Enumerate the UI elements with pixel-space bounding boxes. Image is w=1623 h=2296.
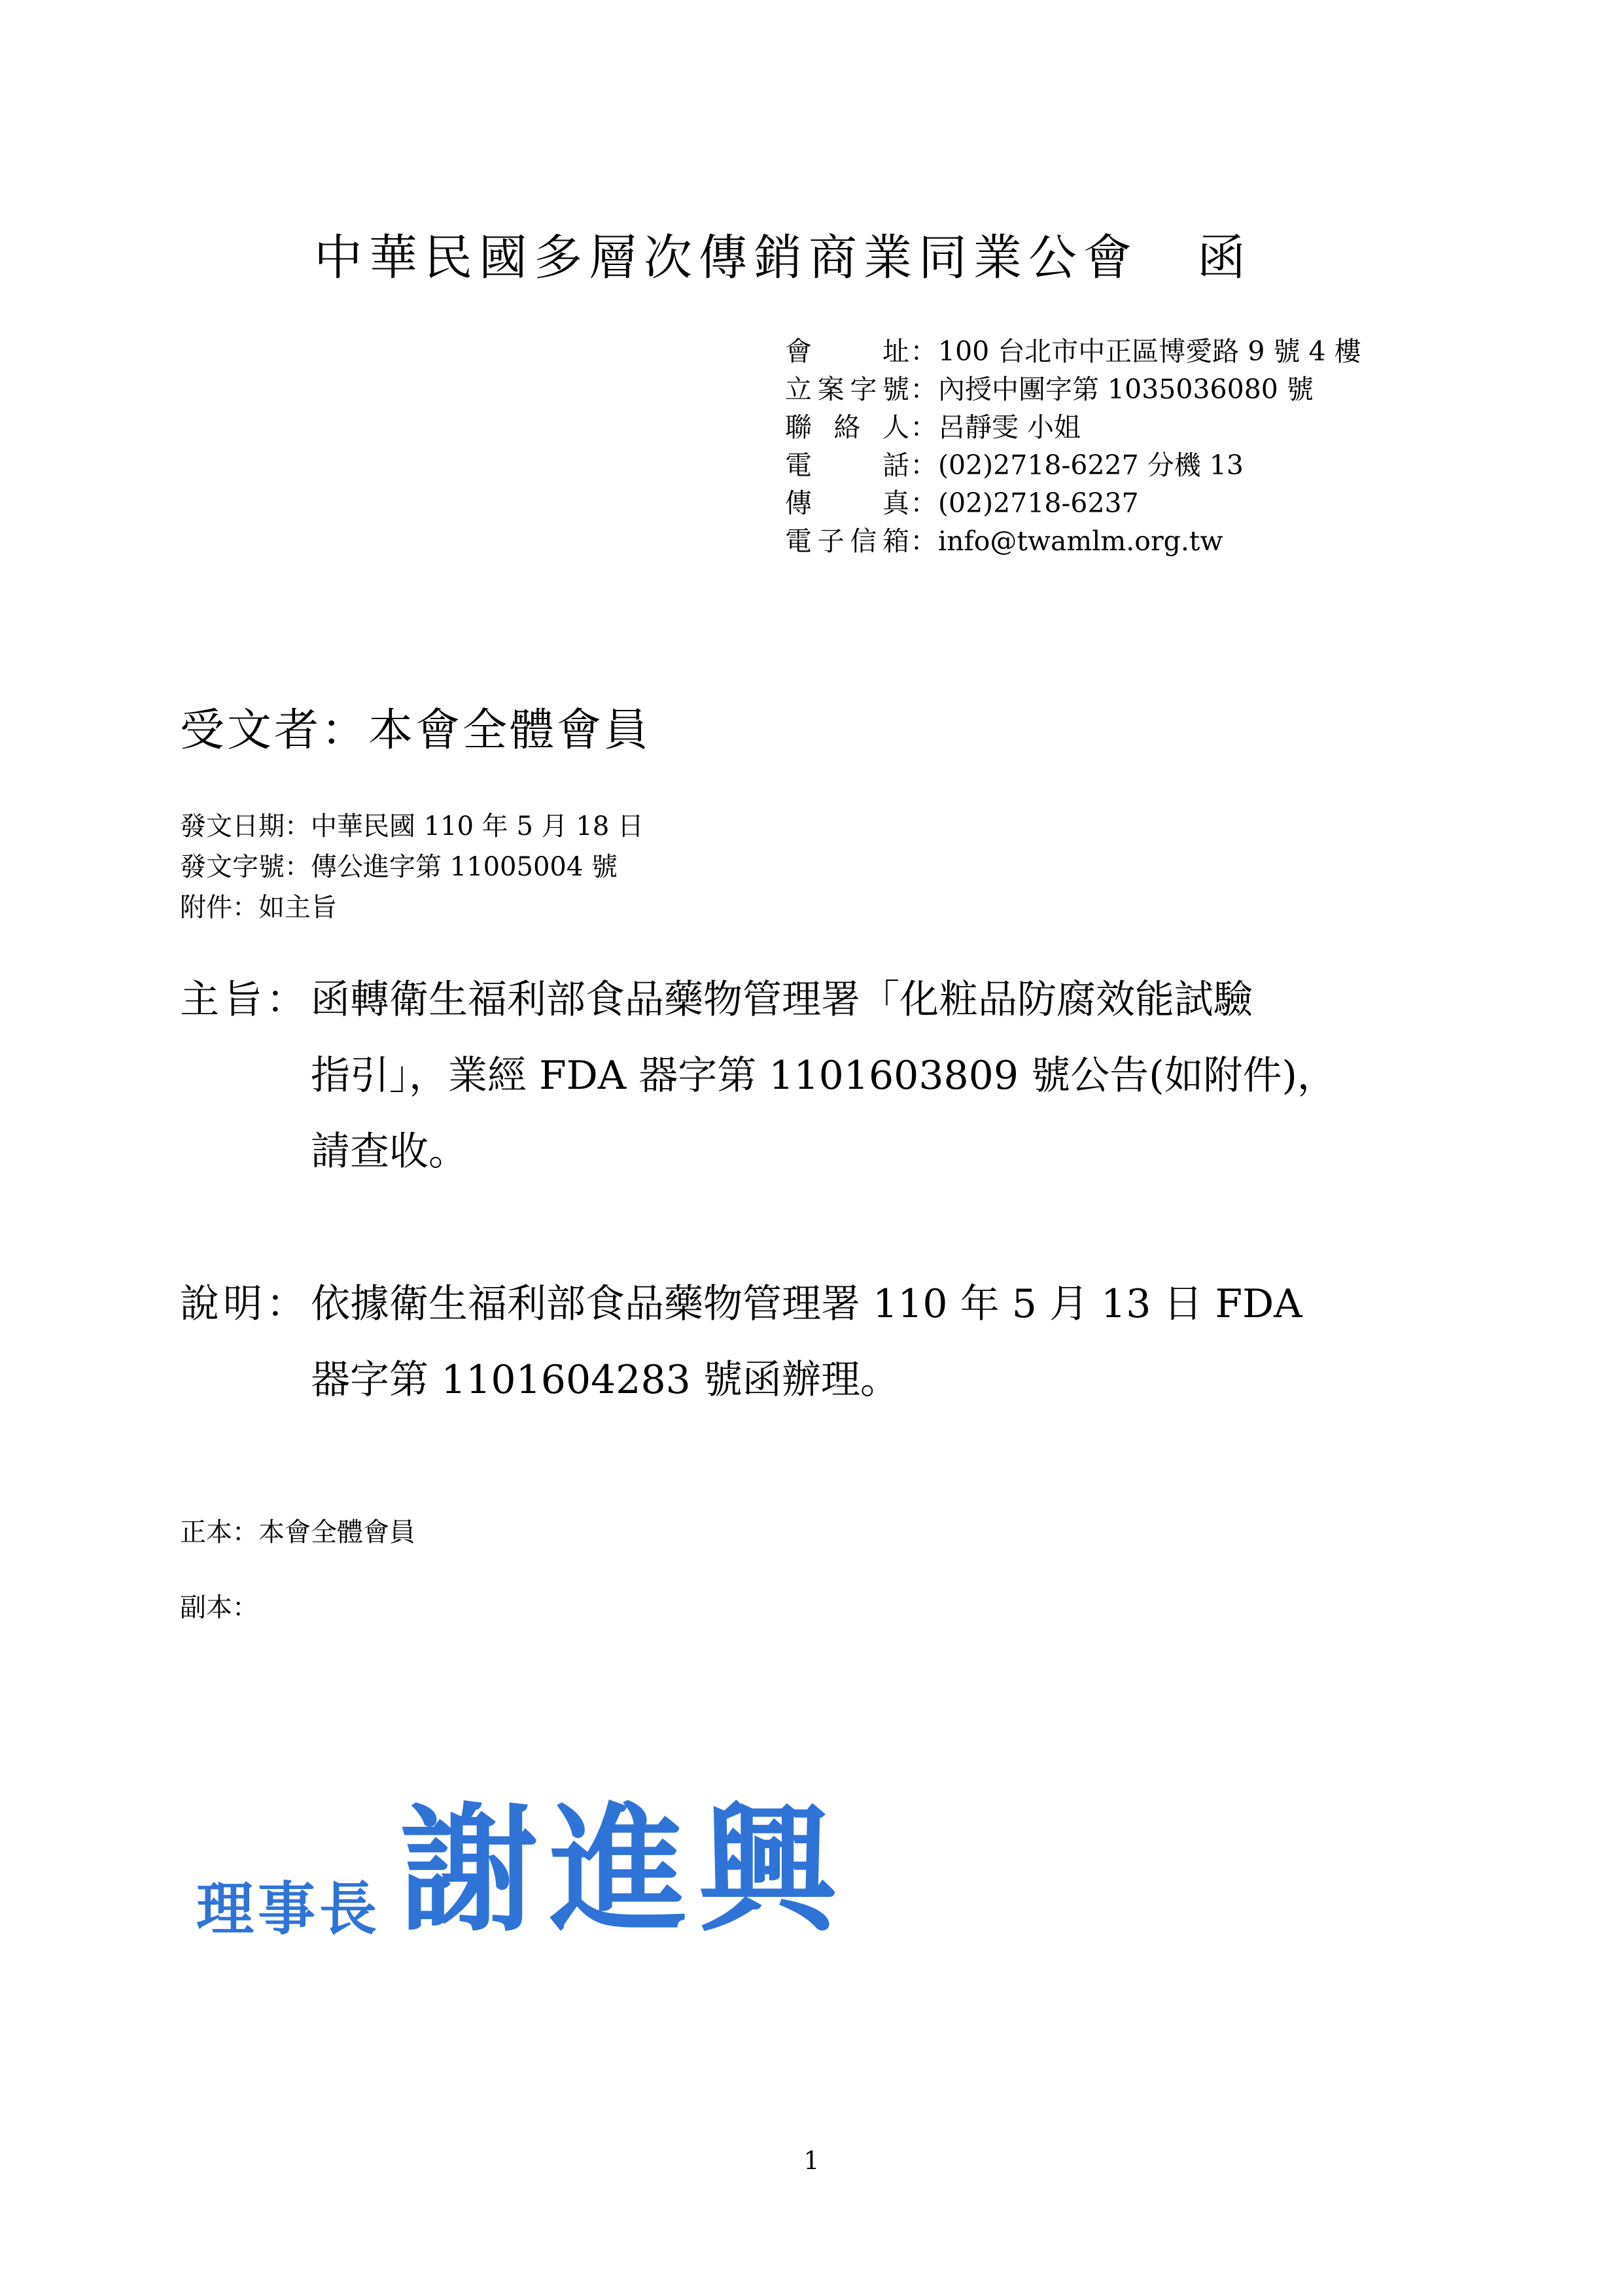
- letter-title: [314, 219, 1252, 289]
- recipient: 受文者：本會全體會員: [180, 705, 652, 756]
- subject-line: 指引」，業經 FDA 器字第 1101603809 號公告(如附件)，: [311, 1053, 1336, 1099]
- subject-line: 請查收。: [311, 1129, 468, 1174]
- description-section: [180, 1266, 1541, 1418]
- document-meta: [180, 806, 644, 928]
- contact-row-address: 會址 ： 100 台北市中正區博愛路 9 號 4 樓: [785, 332, 1361, 370]
- contact-label: 立案字號: [785, 374, 909, 405]
- signature-title: 理事長: [196, 1875, 381, 1943]
- org-name: 中華民國多層次傳銷商業同業公會: [314, 230, 1138, 286]
- contact-value: (02)2718-6227 分機 13: [938, 450, 1244, 481]
- contact-label: 傳真: [785, 487, 909, 519]
- contact-label: 聯絡人: [785, 412, 909, 443]
- attachment-note: 附件：如主旨: [180, 892, 337, 923]
- doc-type: 函: [1197, 230, 1252, 286]
- contact-value: 呂靜雯 小姐: [938, 412, 1081, 443]
- contact-row-fax: 傳真 ： (02)2718-6237: [785, 484, 1361, 522]
- contact-label: 會址: [785, 336, 909, 367]
- page-number: 1: [803, 2146, 820, 2175]
- description-line: 依據衛生福利部食品藥物管理署 110 年 5 月 13 日 FDA: [311, 1281, 1302, 1327]
- reference-number: 發文字號：傳公進字第 11005004 號: [180, 852, 618, 882]
- contact-row-phone: 電話 ： (02)2718-6227 分機 13: [785, 446, 1361, 484]
- signature-stamp: [196, 1760, 848, 1958]
- contact-row-email: 電子信箱 ： info@twamlm.org.tw: [785, 522, 1361, 560]
- subject-label: 主旨：: [180, 977, 309, 1023]
- contact-value: 內授中團字第 1035036080 號: [938, 374, 1314, 405]
- contact-value: info@twamlm.org.tw: [938, 525, 1223, 557]
- issue-date: 發文日期：中華民國 110 年 5 月 18 日: [180, 811, 644, 841]
- contact-label: 電子信箱: [785, 525, 909, 557]
- contact-info: [785, 332, 1361, 560]
- subject-line: 函轉衛生福利部食品藥物管理署「化粧品防腐效能試驗: [311, 977, 1253, 1023]
- contact-value: 100 台北市中正區博愛路 9 號 4 樓: [938, 336, 1361, 367]
- contact-value: (02)2718-6237: [938, 487, 1139, 519]
- contact-label: 電話: [785, 450, 909, 481]
- contact-row-person: 聯絡人 ： 呂靜雯 小姐: [785, 408, 1361, 446]
- contact-row-registration: 立案字號 ： 內授中團字第 1035036080 號: [785, 370, 1361, 408]
- subject-section: [180, 962, 1541, 1190]
- description-label: 說明：: [180, 1281, 309, 1327]
- cc-copy: 副本：: [180, 1593, 258, 1623]
- original-copy: 正本：本會全體會員: [180, 1517, 415, 1547]
- description-line: 器字第 1101604283 號函辦理。: [311, 1357, 899, 1403]
- signature-name: 謝進興: [400, 1790, 848, 1951]
